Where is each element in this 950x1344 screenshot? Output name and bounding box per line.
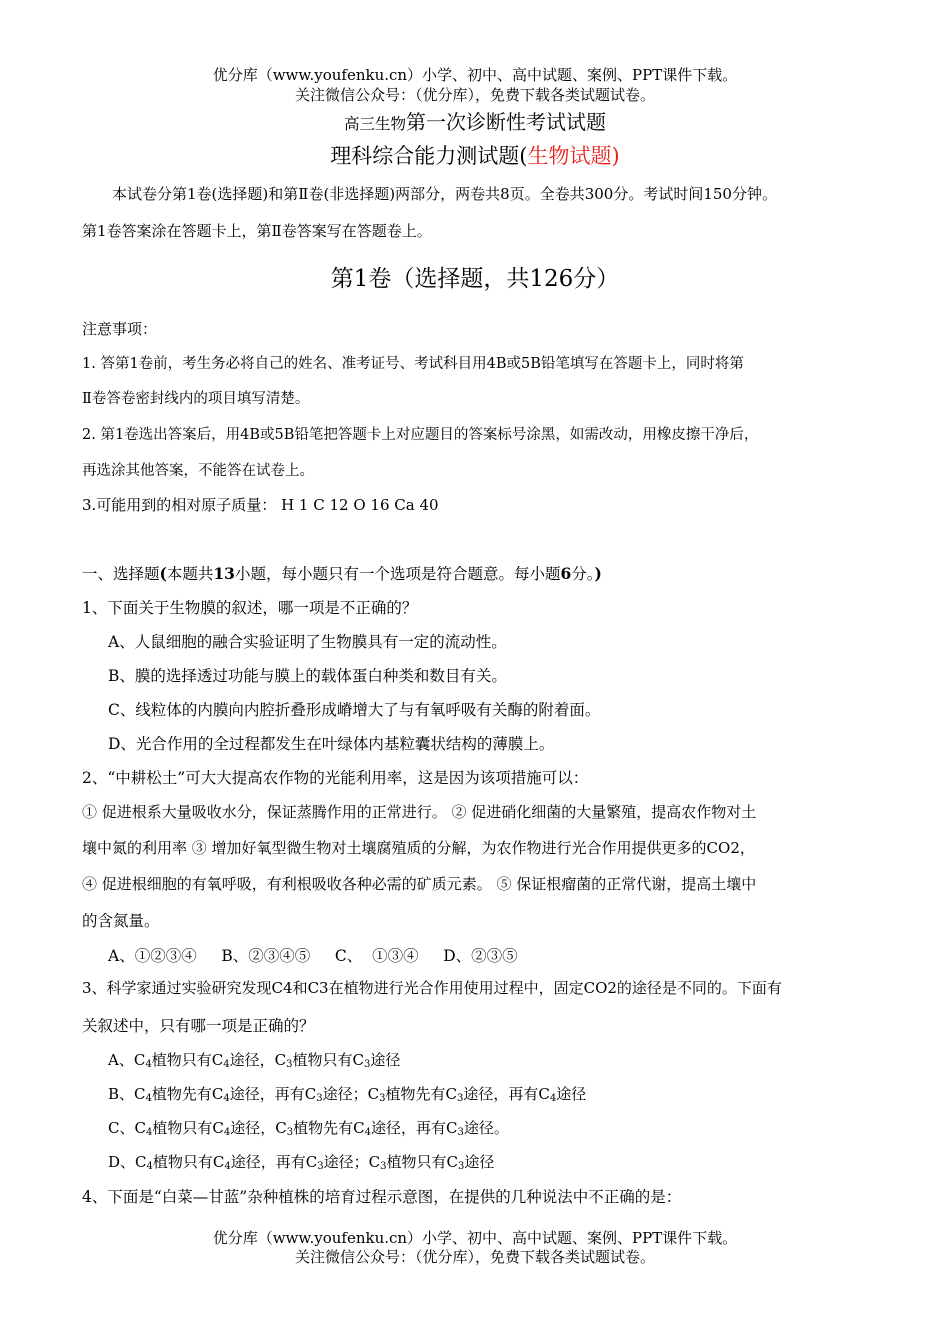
question-1-option-d: D、光合作用的全过程都发生在叶绿体内基粒囊状结构的薄膜上。 (108, 735, 555, 753)
header-line-1: 优分库（www.youfenku.cn）小学、初中、高中试题、案例、PPT课件下载。 (212, 66, 738, 84)
footer-line-1: 优分库（www.youfenku.cn）小学、初中、高中试题、案例、PPT课件下载。 (212, 1229, 738, 1247)
notes-heading: 注意事项： (82, 320, 158, 338)
question-1-stem: 1、下面关于生物膜的叙述，哪一项是不正确的？ (82, 599, 418, 617)
intro-line-2: 第1卷答案涂在答题卡上，第Ⅱ卷答案写在答题卷上。 (82, 222, 432, 240)
title-small: 高三生物 (343, 115, 406, 133)
question-3-option-c: C、$C_4$植物只有$C_4$途径，$C_3$植物先有$C_4$途径，再有$C_3$途径。 (108, 1119, 509, 1138)
question-3-stem-2: 关叙述中，只有哪一项是正确的？ (82, 1017, 315, 1035)
question-3-option-b: B、$C_4$植物先有$C_4$途径，再有$C_3$途径；$C_3$植物先有$C_3$途径，再有$C_4$途径 (108, 1085, 587, 1104)
question-2-line-1: ① 促进根系大量吸收水分，保证蒸腾作用的正常进行。 ② 促进硝化细菌的大量繁殖，提高农作物对土 (82, 803, 757, 821)
exam-subtitle: 理科综合能力测试题(生物试题) (330, 144, 620, 168)
question-3-option-d: D、$C_4$植物只有$C_4$途径，再有$C_3$途径；$C_3$植物只有$C_3$途径 (108, 1153, 495, 1172)
question-3-stem-1: 3、科学家通过实验研究发现C4和C3在植物进行光合作用使用过程中，固定CO2的途径是不同的。下面有 (82, 979, 782, 997)
part1-heading: 一、选择题(本题共13小题，每小题只有一个选项是符合题意。每小题6分。) (82, 564, 602, 583)
note-3: 3.可能用到的相对原子质量： H 1 C 12 O 16 Ca 40 (82, 496, 439, 514)
intro-line-1: 本试卷分第1卷(选择题)和第Ⅱ卷(非选择题)两部分，两卷共8页。全卷共300分。考试时间150分钟。 (112, 185, 777, 203)
question-2-options: A、①②③④ B、②③④⑤ C、 ①③④ D、②③⑤ (108, 947, 518, 965)
question-2-line-4: 的含氮量。 (82, 912, 160, 930)
title-main: 第一次诊断性考试试题 (406, 110, 606, 134)
question-2-line-2: 壤中氮的利用率 ③ 增加好氧型微生物对土壤腐殖质的分解，为农作物进行光合作用提供更多的CO2， (82, 839, 755, 857)
question-1-option-a: A、人鼠细胞的融合实验证明了生物膜具有一定的流动性。 (108, 633, 507, 651)
exam-title (0, 106, 950, 135)
question-3-option-a: A、$C_4$植物只有$C_4$途径，$C_3$植物只有$C_3$途径 (108, 1051, 401, 1070)
note-1b: Ⅱ卷答卷密封线内的项目填写清楚。 (82, 391, 310, 407)
note-2a: 2. 第1卷选出答案后，用4B或5B铅笔把答题卡上对应题目的答案标号涂黑，如需改动，用橡皮擦干净后， (82, 427, 759, 443)
question-4-stem: 4、下面是“白菜—甘蓝”杂种植株的培育过程示意图，在提供的几种说法中不正确的是： (82, 1188, 682, 1206)
subject-name: 生物试题 (527, 144, 612, 168)
footer-line-2: 关注微信公众号：（优分库），免费下载各类试题试卷。 (294, 1248, 655, 1266)
question-1-option-c: C、线粒体的内膜向内腔折叠形成嵴增大了与有氧呼吸有关酶的附着面。 (108, 701, 601, 719)
question-1-option-b: B、膜的选择透过功能与膜上的载体蛋白种类和数目有关。 (108, 667, 507, 685)
section-title: 第1卷（选择题，共126分） (330, 266, 620, 292)
question-2-stem: 2、“中耕松土”可大大提高农作物的光能利用率，这是因为该项措施可以： (82, 769, 589, 787)
question-2-line-3: ④ 促进根细胞的有氧呼吸，有利根吸收各种必需的矿质元素。 ⑤ 保证根瘤菌的正常代谢，提高土壤中 (82, 875, 757, 893)
note-2b: 再选涂其他答案，不能答在试卷上。 (82, 463, 314, 479)
header-line-2: 关注微信公众号：（优分库），免费下载各类试题试卷。 (294, 86, 655, 104)
note-1a: 1. 答第1卷前，考生务必将自己的姓名、准考证号、考试科目用4B或5B铅笔填写在答题卡上，同时将第 (82, 356, 744, 372)
